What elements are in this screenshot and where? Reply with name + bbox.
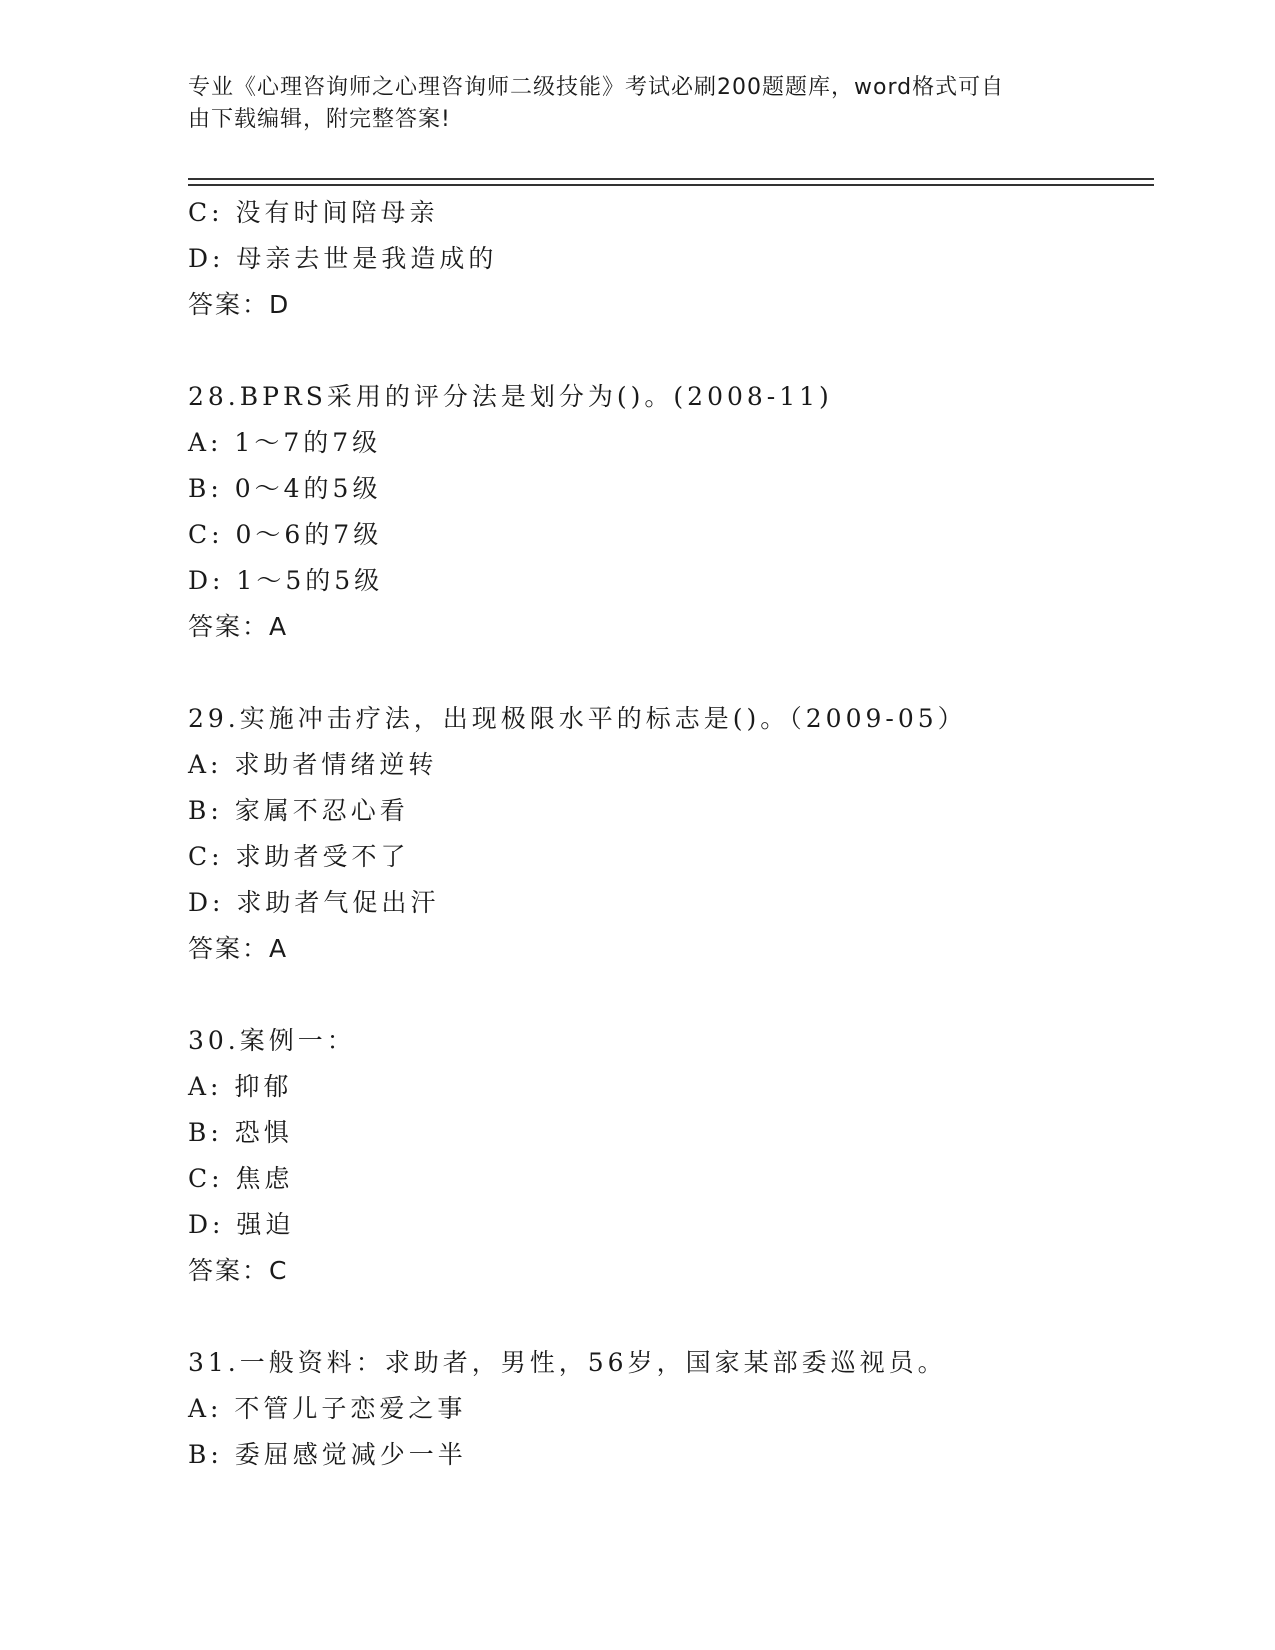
option-d: D: 1～5的5级	[188, 566, 384, 595]
answer-line: 答案：A	[188, 934, 289, 963]
option-c: C: 焦虑	[188, 1164, 294, 1193]
answer-line: 答案：D	[188, 290, 291, 319]
option-a: A: 抑郁	[188, 1072, 293, 1101]
option-c: C: 0～6的7级	[188, 520, 383, 549]
option-a: A: 不管儿子恋爱之事	[188, 1394, 467, 1423]
question-text: 29.实施冲击疗法，出现极限水平的标志是()。（2009-05）	[188, 704, 967, 733]
option-c: C: 求助者受不了	[188, 842, 410, 871]
question-list	[188, 190, 1148, 1478]
option-b: B: 家属不忍心看	[188, 796, 409, 825]
question-block-31	[188, 1340, 1148, 1478]
question-block-27	[188, 190, 1148, 328]
header-divider-bottom	[188, 184, 1154, 186]
option-b: B: 委屈感觉减少一半	[188, 1440, 467, 1469]
header-divider-top	[188, 178, 1154, 180]
option-c: C: 没有时间陪母亲	[188, 198, 439, 227]
option-d: D: 强迫	[188, 1210, 295, 1239]
option-d: D: 求助者气促出汗	[188, 888, 440, 917]
option-b: B: 恐惧	[188, 1118, 293, 1147]
header-line-1: 专业《心理咨询师之心理咨询师二级技能》考试必刷200题题库，word格式可自	[188, 75, 1005, 100]
question-text: 28.BPRS采用的评分法是划分为()。(2008-11)	[188, 382, 833, 411]
question-block-30	[188, 1018, 1148, 1294]
question-block-29	[188, 696, 1148, 972]
answer-line: 答案：A	[188, 612, 289, 641]
document-header	[188, 72, 1088, 136]
question-block-28	[188, 374, 1148, 650]
answer-line: 答案：C	[188, 1256, 289, 1285]
option-b: B: 0～4的5级	[188, 474, 382, 503]
option-a: A: 求助者情绪逆转	[188, 750, 438, 779]
header-line-2: 由下载编辑，附完整答案!	[188, 107, 451, 132]
option-d: D: 母亲去世是我造成的	[188, 244, 498, 273]
question-text: 30.案例一：	[188, 1026, 356, 1055]
option-a: A: 1～7的7级	[188, 428, 382, 457]
question-text: 31.一般资料：求助者，男性，56岁，国家某部委巡视员。	[188, 1348, 947, 1377]
